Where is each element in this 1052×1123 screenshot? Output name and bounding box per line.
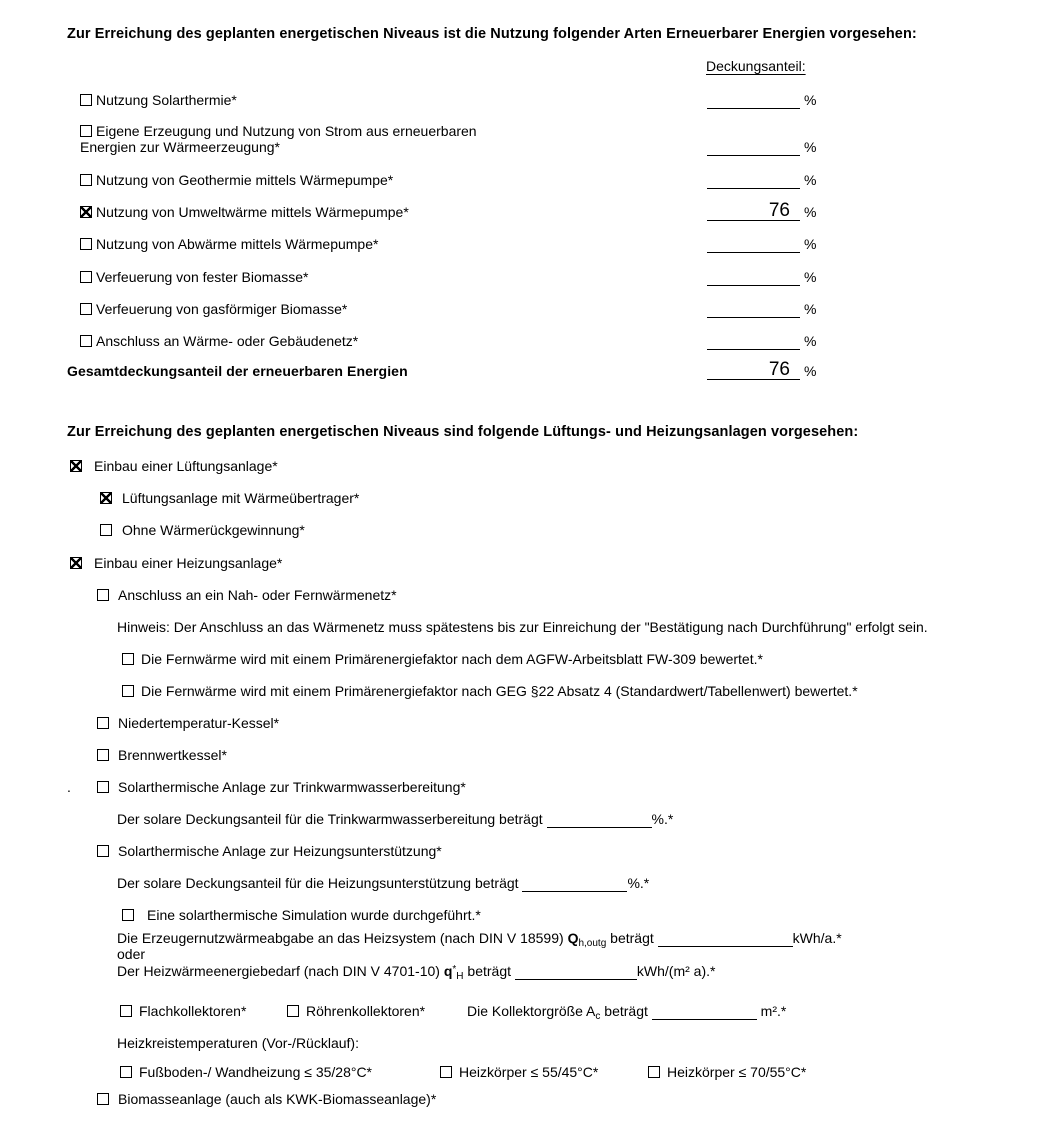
- item-label: Die Fernwärme wird mit einem Primärenergiefaktor nach dem AGFW-Arbeitsblatt FW-309 bewertet.*: [141, 651, 763, 667]
- item-label: Lüftungsanlage mit Wärmeübertrager*: [122, 490, 360, 506]
- renewable-row-umweltwaerme: [0, 200, 1052, 222]
- checkbox-brennwertkessel[interactable]: [97, 749, 109, 761]
- item-label: Anschluss an ein Nah- oder Fernwärmenetz*: [118, 587, 397, 603]
- checkbox-waermeuebertrager[interactable]: [100, 492, 112, 504]
- checkbox-roehrenkollektoren[interactable]: [287, 1005, 299, 1017]
- stray-period-mark: .: [67, 779, 71, 795]
- percent-sign: %: [804, 363, 817, 379]
- hinweis-note: Hinweis: Der Anschluss an das Wärmenetz muss spätestens bis zur Einreichung der "Bestätigung nach Durchführung" erfolgt sein.: [117, 619, 928, 635]
- solar-heiz-fill-line: [0, 875, 1052, 893]
- renewables-total-row: [0, 359, 1052, 381]
- coverage-input-line[interactable]: [707, 236, 800, 253]
- row-biomasseanlage: [0, 1091, 1052, 1109]
- item-label: Solarthermische Anlage zur Heizungsunterstützung*: [118, 843, 442, 859]
- fill-suffix: %.*: [627, 875, 650, 891]
- row-brennwertkessel: [0, 747, 1052, 765]
- systems-section-header: Zur Erreichung des geplanten energetischen Niveaus sind folgende Lüftungs- und Heizungsanlagen vorgesehen:: [67, 424, 859, 440]
- checkbox-simulation[interactable]: [122, 909, 134, 921]
- item-label: Biomasseanlage (auch als KWK-Biomasseanlage)*: [118, 1091, 437, 1107]
- renewable-label: Nutzung von Umweltwärme mittels Wärmepumpe*: [96, 204, 409, 220]
- item-label: Einbau einer Lüftungsanlage*: [94, 458, 278, 474]
- checkbox-agfw[interactable]: [122, 653, 134, 665]
- checkbox-feste-biomasse[interactable]: [80, 271, 92, 283]
- total-label: Gesamtdeckungsanteil der erneuerbaren Energien: [67, 363, 408, 379]
- row-ohne-waermerueckgewinnung: [0, 522, 1052, 540]
- coverage-input-line[interactable]: [707, 200, 800, 221]
- row-lueftungsanlage: [0, 458, 1052, 476]
- oder-label: oder: [117, 946, 146, 962]
- total-value: 76: [768, 359, 790, 380]
- kollektor-input-line[interactable]: [652, 1003, 757, 1020]
- row-geg: [0, 683, 1052, 701]
- row-niedertemperatur-kessel: [0, 715, 1052, 733]
- q-houtg-input-line[interactable]: [658, 930, 793, 947]
- checkbox-fernwaermenetz[interactable]: [97, 589, 109, 601]
- checkbox-umweltwaerme[interactable]: [80, 206, 92, 218]
- renewable-label: Nutzung von Geothermie mittels Wärmepumpe*: [96, 172, 394, 188]
- temperature-row: [0, 1064, 1052, 1082]
- coverage-input-line[interactable]: [707, 333, 800, 350]
- percent-sign: %: [804, 139, 817, 155]
- coverage-column-header: Deckungsanteil:: [706, 58, 806, 74]
- solar-tww-fill-line: [0, 811, 1052, 829]
- q-h-input-line[interactable]: [515, 963, 637, 980]
- heizkreis-label: Heizkreistemperaturen (Vor-/Rücklauf):: [117, 1035, 359, 1051]
- renewable-label: Verfeuerung von gasförmiger Biomasse*: [96, 301, 348, 317]
- renewable-row-feste-biomasse: [0, 269, 1052, 287]
- checkbox-abwaerme[interactable]: [80, 238, 92, 250]
- row-agfw: [0, 651, 1052, 669]
- checkbox-ohne-waermerueckgewinnung[interactable]: [100, 524, 112, 536]
- row-solar-heizungsunterstuetzung: [0, 843, 1052, 861]
- item-label: Brennwertkessel*: [118, 747, 227, 763]
- item-label: Heizkörper ≤ 55/45°C*: [459, 1064, 599, 1080]
- coverage-value: 76: [768, 200, 790, 221]
- item-label: Ohne Wärmerückgewinnung*: [122, 522, 305, 538]
- checkbox-solar-heizungsunterstuetzung[interactable]: [97, 845, 109, 857]
- checkbox-geg[interactable]: [122, 685, 134, 697]
- fill-prefix: Der solare Deckungsanteil für die Heizungsunterstützung beträgt: [117, 875, 519, 891]
- formula-subscript: h,outg: [578, 938, 607, 949]
- coverage-input-line[interactable]: [707, 92, 800, 109]
- formula-subscript: H: [456, 971, 464, 982]
- formula-unit: kWh/a.*: [792, 930, 842, 946]
- fill-prefix: Die Kollektorgröße A: [467, 1003, 596, 1019]
- solar-heiz-input-line[interactable]: [522, 875, 627, 892]
- row-simulation: [0, 907, 1052, 925]
- fill-unit: m².*: [756, 1003, 787, 1019]
- renewable-label: Nutzung von Abwärme mittels Wärmepumpe*: [96, 236, 379, 252]
- item-label: Fußboden-/ Wandheizung ≤ 35/28°C*: [139, 1064, 373, 1080]
- renewable-label: Anschluss an Wärme- oder Gebäudenetz*: [96, 333, 359, 349]
- renewable-row-gasfoermige-biomasse: [0, 301, 1052, 319]
- formula-mid: beträgt: [606, 930, 654, 946]
- row-fernwaermenetz: [0, 587, 1052, 605]
- percent-sign: %: [804, 301, 817, 317]
- coverage-input-line[interactable]: [707, 301, 800, 318]
- row-solar-trinkwarmwasser: [0, 779, 1052, 797]
- row-heizungsanlage: [0, 555, 1052, 573]
- total-input-line[interactable]: [707, 359, 800, 380]
- renewable-label-line2: Energien zur Wärmeerzeugung*: [80, 139, 280, 155]
- coverage-input-line[interactable]: [707, 139, 800, 156]
- item-label: Einbau einer Heizungsanlage*: [94, 555, 283, 571]
- renewable-label-line1: Eigene Erzeugung und Nutzung von Strom aus erneuerbaren: [96, 123, 477, 139]
- formula-prefix: Der Heizwärmeenergiebedarf (nach DIN V 4701-10): [117, 963, 444, 979]
- percent-sign: %: [804, 92, 817, 108]
- formula-unit: kWh/(m² a).*: [636, 963, 716, 979]
- renewable-label: Nutzung Solarthermie*: [96, 92, 237, 108]
- renewable-row-abwaerme: [0, 236, 1052, 254]
- formula-prefix: Die Erzeugernutzwärmeabgabe an das Heizsystem (nach DIN V 18599): [117, 930, 568, 946]
- checkbox-heizkoerper-70[interactable]: [648, 1066, 660, 1078]
- checkbox-fussboden-wandheizung[interactable]: [120, 1066, 132, 1078]
- fill-prefix: Der solare Deckungsanteil für die Trinkwarmwasserbereitung beträgt: [117, 811, 543, 827]
- percent-sign: %: [804, 269, 817, 285]
- renewable-row-solarthermie: [0, 92, 1052, 110]
- checkbox-lueftungsanlage[interactable]: [70, 460, 82, 472]
- item-label: Die Fernwärme wird mit einem Primärenergiefaktor nach GEG §22 Absatz 4 (Standardwert/Tabellenwert) bewertet.*: [141, 683, 858, 699]
- renewables-section-header: Zur Erreichung des geplanten energetischen Niveaus ist die Nutzung folgender Arten Erneuerbarer Energien vorgesehen:: [67, 26, 917, 42]
- row-waermeuebertrager: [0, 490, 1052, 508]
- renewable-row-waermenetz: [0, 333, 1052, 351]
- checkbox-gasfoermige-biomasse[interactable]: [80, 303, 92, 315]
- kollektor-row: [0, 1003, 1052, 1021]
- item-label: Niedertemperatur-Kessel*: [118, 715, 280, 731]
- checkbox-heizungsanlage[interactable]: [70, 557, 82, 569]
- q-h-line: [0, 962, 1052, 980]
- percent-sign: %: [804, 204, 817, 220]
- item-label: Heizkörper ≤ 70/55°C*: [667, 1064, 807, 1080]
- solar-tww-input-line[interactable]: [547, 811, 652, 828]
- checkbox-biomasseanlage[interactable]: [97, 1093, 109, 1105]
- item-label: Flachkollektoren*: [139, 1003, 247, 1019]
- item-label: Solarthermische Anlage zur Trinkwarmwasserbereitung*: [118, 779, 466, 795]
- item-label: Röhrenkollektoren*: [306, 1003, 426, 1019]
- checkbox-niedertemperatur-kessel[interactable]: [97, 717, 109, 729]
- formula-symbol: Q: [567, 930, 579, 946]
- renewable-row-geothermie: [0, 172, 1052, 190]
- checkbox-strom-eigenerzeugung[interactable]: [80, 125, 92, 137]
- checkbox-flachkollektoren[interactable]: [120, 1005, 132, 1017]
- checkbox-geothermie[interactable]: [80, 174, 92, 186]
- checkbox-waermenetz[interactable]: [80, 335, 92, 347]
- percent-sign: %: [804, 333, 817, 349]
- coverage-input-line[interactable]: [707, 172, 800, 189]
- formula-symbol: q: [443, 963, 453, 979]
- formula-mid: beträgt: [463, 963, 512, 979]
- renewable-row-strom-eigenerzeugung: [0, 123, 1052, 157]
- percent-sign: %: [804, 236, 817, 252]
- percent-sign: %: [804, 172, 817, 188]
- checkbox-heizkoerper-55[interactable]: [440, 1066, 452, 1078]
- formula-subscript: c: [595, 1011, 601, 1022]
- item-label: Eine solarthermische Simulation wurde durchgeführt.*: [147, 907, 481, 923]
- formula-superscript: *: [452, 964, 457, 975]
- checkbox-solar-trinkwarmwasser[interactable]: [97, 781, 109, 793]
- coverage-input-line[interactable]: [707, 269, 800, 286]
- fill-suffix: %.*: [651, 811, 674, 827]
- renewable-label: Verfeuerung von fester Biomasse*: [96, 269, 309, 285]
- fill-mid: beträgt: [600, 1003, 648, 1019]
- checkbox-solarthermie[interactable]: [80, 94, 92, 106]
